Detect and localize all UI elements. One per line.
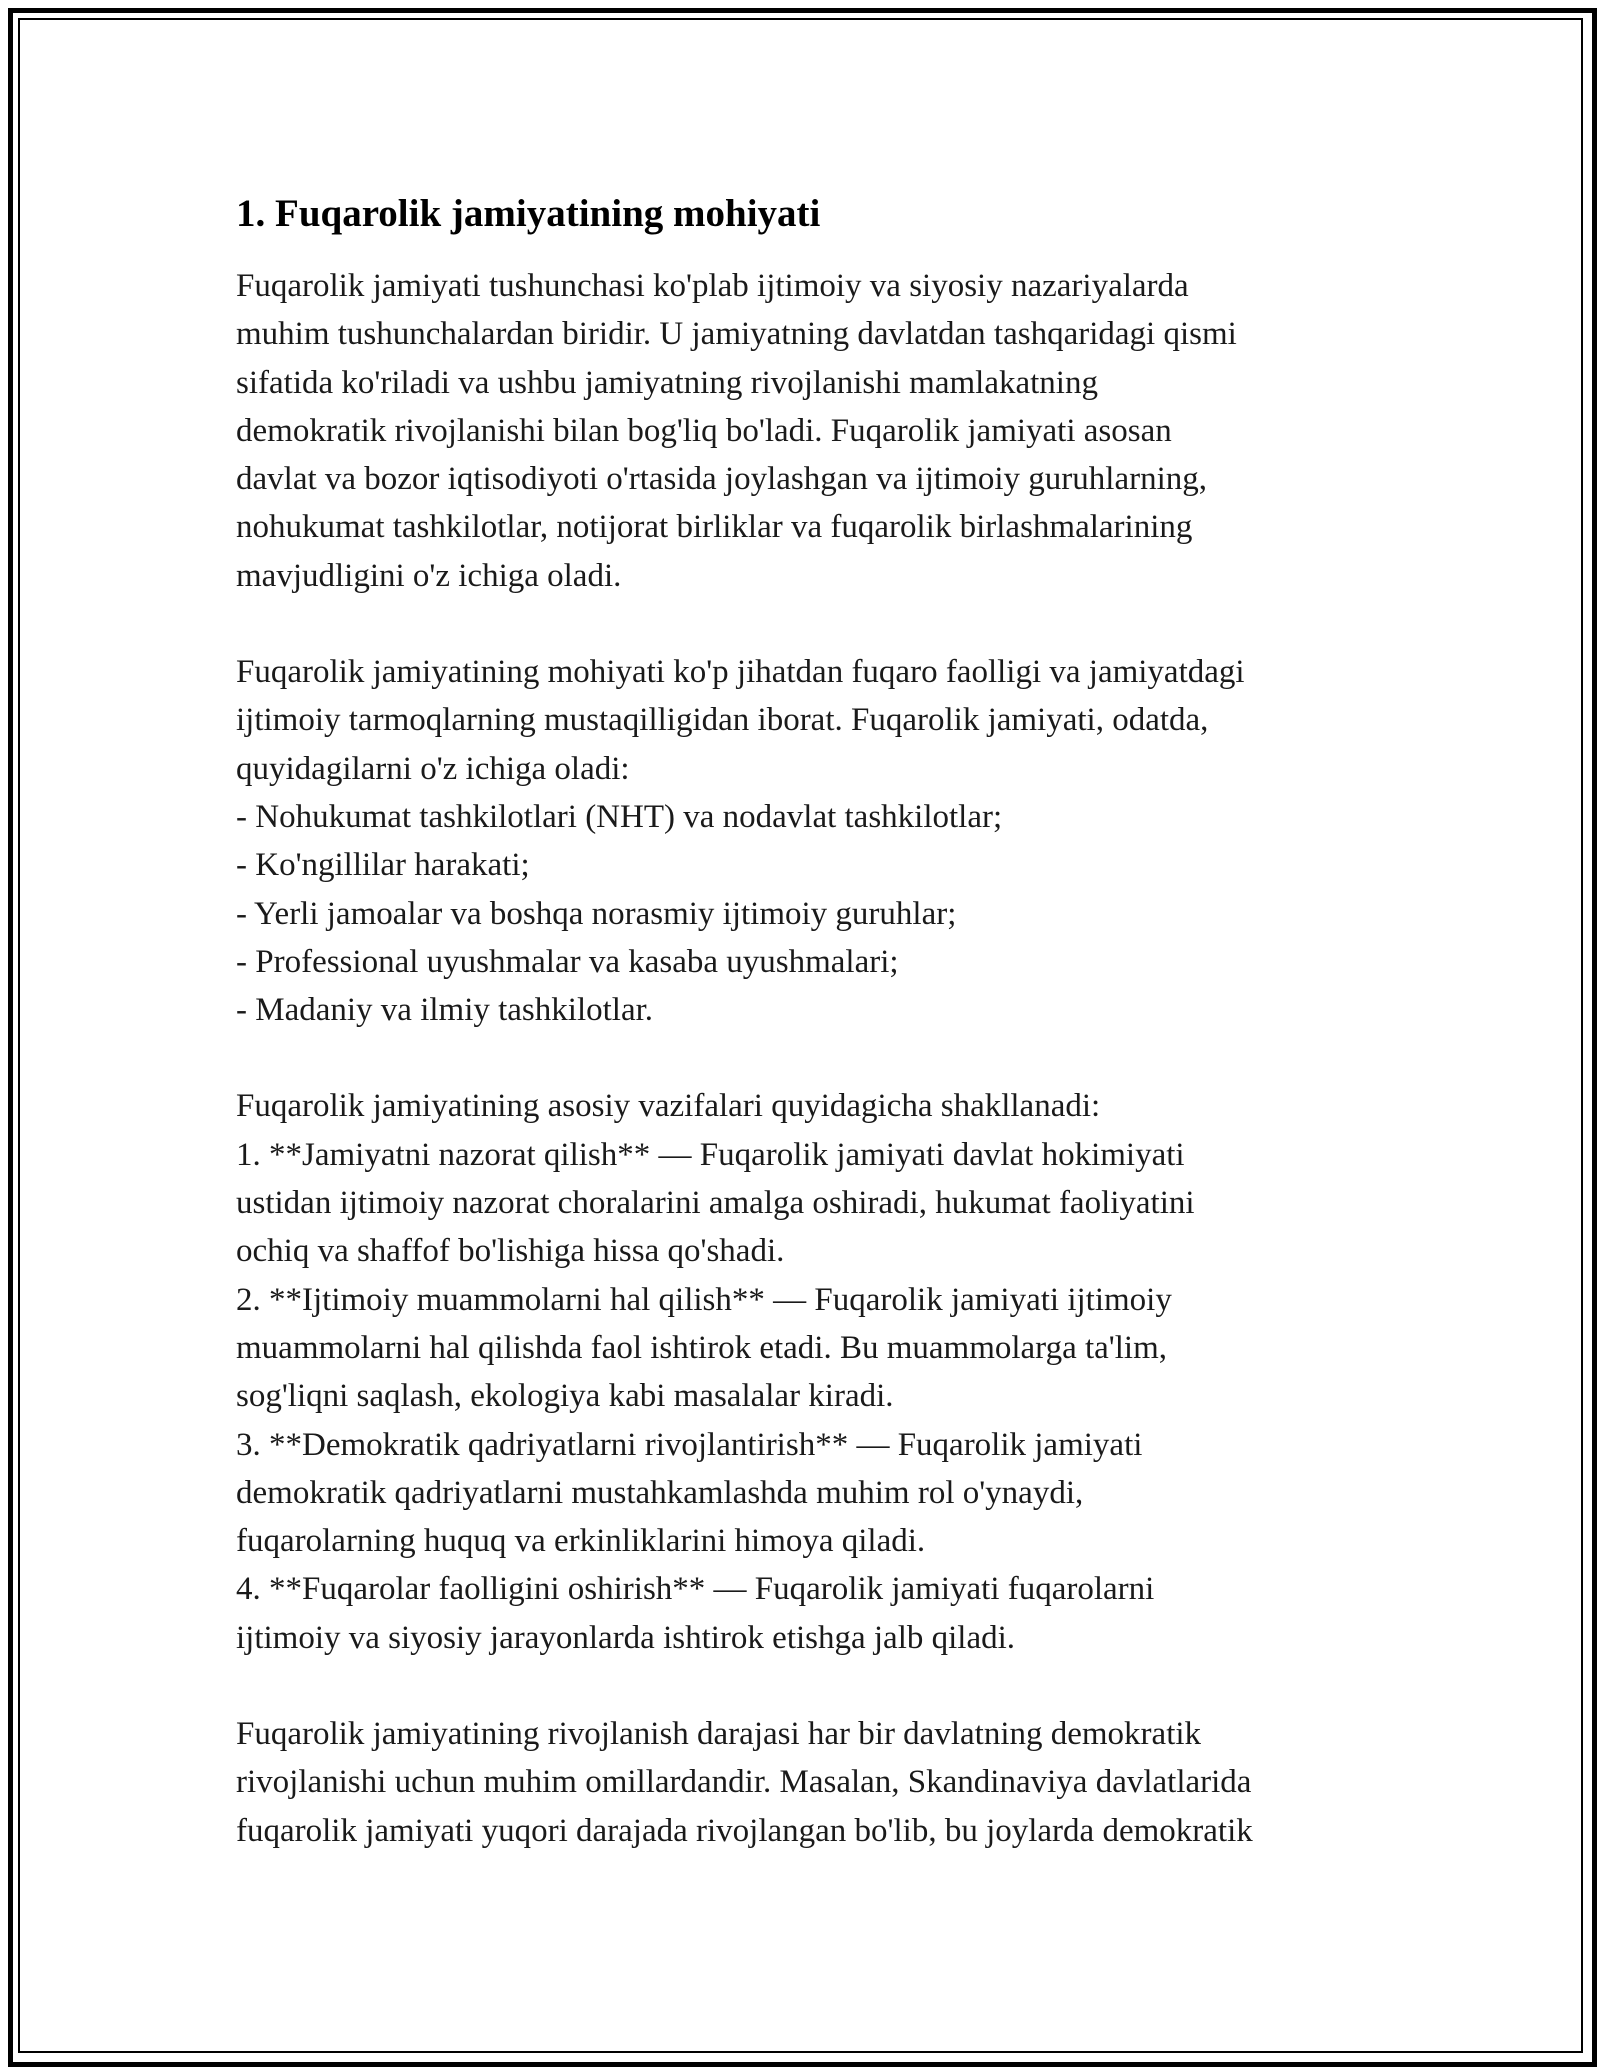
text-line: mavjudligini o'z ichiga oladi. bbox=[236, 557, 622, 594]
text-line: Fuqarolik jamiyatining rivojlanish darajasi har bir davlatning demokratik bbox=[236, 1716, 1202, 1753]
text-line: nohukumat tashkilotlar, notijorat birliklar va fuqarolik birlashmalarining bbox=[236, 509, 1193, 546]
text-line: ijtimoiy tarmoqlarning mustaqilligidan iborat. Fuqarolik jamiyati, odatda, bbox=[236, 702, 1209, 739]
paragraph bbox=[236, 262, 1396, 600]
text-line: - Ko'ngillilar harakati; bbox=[236, 847, 530, 884]
text-line: fuqarolik jamiyati yuqori darajada rivojlangan bo'lib, bu joylarda demokratik bbox=[236, 1812, 1253, 1849]
text-line: sifatida ko'riladi va ushbu jamiyatning rivojlanishi mamlakatning bbox=[236, 364, 1098, 401]
text-line: fuqarolarning huquq va erkinliklarini himoya qiladi. bbox=[236, 1523, 926, 1560]
document-page bbox=[236, 186, 1396, 1903]
text-line: - Madaniy va ilmiy tashkilotlar. bbox=[236, 992, 654, 1029]
text-line: sog'liqni saqlash, ekologiya kabi masalalar kiradi. bbox=[236, 1378, 894, 1415]
text-line: ustidan ijtimoiy nazorat choralarini amalga oshiradi, hukumat faoliyatini bbox=[236, 1185, 1195, 1222]
document-body bbox=[236, 262, 1396, 1855]
text-line: muhim tushunchalardan biridir. U jamiyatning davlatdan tashqaridagi qismi bbox=[236, 316, 1237, 353]
text-line: - Professional uyushmalar va kasaba uyushmalari; bbox=[236, 943, 899, 980]
text-line: demokratik rivojlanishi bilan bog'liq bo'ladi. Fuqarolik jamiyati asosan bbox=[236, 412, 1172, 449]
text-line: davlat va bozor iqtisodiyoti o'rtasida joylashgan va ijtimoiy guruhlarning, bbox=[236, 461, 1208, 498]
paragraph bbox=[236, 1082, 1396, 1662]
text-line: 2. **Ijtimoiy muammolarni hal qilish** — Fuqarolik jamiyati ijtimoiy bbox=[236, 1281, 1172, 1318]
paragraph bbox=[236, 1710, 1396, 1855]
text-line: 4. **Fuqarolar faolligini oshirish** — Fuqarolik jamiyati fuqarolarni bbox=[236, 1571, 1155, 1608]
section-title: 1. Fuqarolik jamiyatining mohiyati bbox=[236, 192, 821, 235]
text-line: rivojlanishi uchun muhim omillardandir. Masalan, Skandinaviya davlatlarida bbox=[236, 1764, 1252, 1801]
text-line: Fuqarolik jamiyatining asosiy vazifalari quyidagicha shakllanadi: bbox=[236, 1088, 1101, 1125]
text-line: demokratik qadriyatlarni mustahkamlashda muhim rol o'ynaydi, bbox=[236, 1474, 1084, 1511]
text-line: 1. **Jamiyatni nazorat qilish** — Fuqarolik jamiyati davlat hokimiyati bbox=[236, 1136, 1185, 1173]
text-line: ochiq va shaffof bo'lishiga hissa qo'shadi. bbox=[236, 1233, 785, 1270]
text-line: Fuqarolik jamiyati tushunchasi ko'plab ijtimoiy va siyosiy nazariyalarda bbox=[236, 268, 1189, 304]
text-line: - Nohukumat tashkilotlari (NHT) va nodavlat tashkilotlar; bbox=[236, 798, 1003, 835]
text-line: 3. **Demokratik qadriyatlarni rivojlantirish** — Fuqarolik jamiyati bbox=[236, 1426, 1143, 1463]
text-line: - Yerli jamoalar va boshqa norasmiy ijtimoiy guruhlar; bbox=[236, 895, 957, 932]
text-line: Fuqarolik jamiyatining mohiyati ko'p jihatdan fuqaro faolligi va jamiyatdagi bbox=[236, 654, 1245, 691]
paragraph bbox=[236, 648, 1396, 1034]
text-line: ijtimoiy va siyosiy jarayonlarda ishtirok etishga jalb qiladi. bbox=[236, 1619, 1016, 1656]
text-line: muammolarni hal qilishda faol ishtirok etadi. Bu muammolarga ta'lim, bbox=[236, 1329, 1167, 1366]
text-line: quyidagilarni o'z ichiga oladi: bbox=[236, 750, 630, 787]
